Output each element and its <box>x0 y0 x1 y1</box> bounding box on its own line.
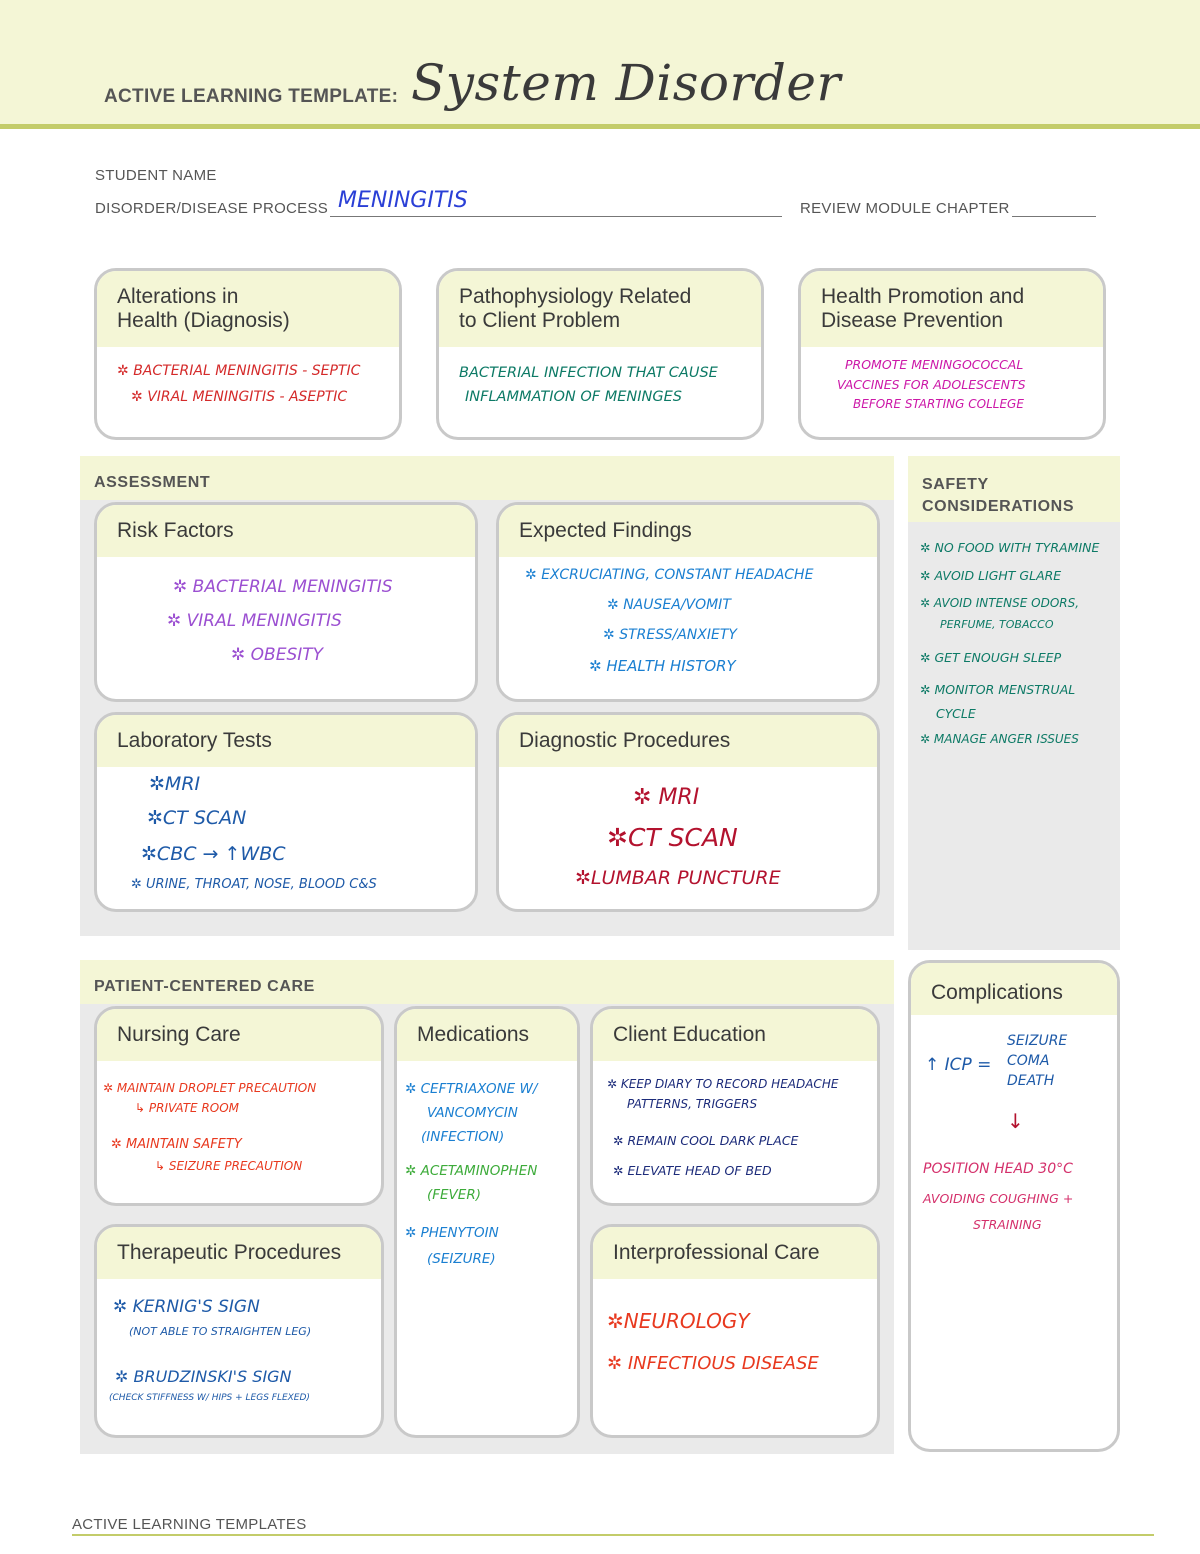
star-icon: ✲ <box>149 773 165 795</box>
list-item: ✲LUMBAR PUNCTURE <box>575 867 781 889</box>
footer-text: ACTIVE LEARNING TEMPLATES <box>72 1516 307 1533</box>
list-item: ✲CBC → ↑WBC <box>141 843 286 865</box>
star-icon: ✲ <box>131 877 142 892</box>
list-item: ✲ OBESITY <box>231 645 324 665</box>
complications-box <box>908 960 1120 1452</box>
complication-outcome: COMA <box>1007 1053 1050 1069</box>
list-item: ✲ CEFTRIAXONE W/ <box>405 1081 538 1097</box>
list-item: ✲ VIRAL MENINGITIS - ASEPTIC <box>131 389 348 405</box>
list-item: ✲ KEEP DIARY TO RECORD HEADACHE <box>607 1077 839 1091</box>
diagnostic-procedures-title: Diagnostic Procedures <box>499 715 877 767</box>
list-item: ✲ BRUDZINSKI'S SIGN <box>115 1367 292 1386</box>
pathophysiology-box <box>436 268 764 440</box>
list-item: ✲ ACETAMINOPHEN <box>405 1163 538 1179</box>
star-icon: ✲ <box>405 1163 417 1179</box>
list-item: ✲ HEALTH HISTORY <box>589 657 736 675</box>
list-item: (NOT ABLE TO STRAIGHTEN LEG) <box>129 1325 312 1338</box>
star-icon: ✲ <box>607 823 628 852</box>
star-icon: ✲ <box>633 785 652 810</box>
star-icon: ✲ <box>147 807 163 829</box>
list-item: ✲ AVOID LIGHT GLARE <box>920 568 1062 583</box>
complication-action: AVOIDING COUGHING + <box>923 1191 1074 1206</box>
health-promotion-box <box>798 268 1106 440</box>
therapeutic-procedures-title: Therapeutic Procedures <box>97 1227 381 1279</box>
medications-box <box>394 1006 580 1438</box>
list-item: ✲ KERNIG'S SIGN <box>113 1297 260 1317</box>
nursing-care-title: Nursing Care <box>97 1009 381 1061</box>
list-item: PERFUME, TOBACCO <box>940 618 1054 631</box>
list-item: ✲CT SCAN <box>147 807 247 829</box>
client-education-title: Client Education <box>593 1009 877 1061</box>
star-icon: ✲ <box>103 1081 114 1095</box>
star-icon: ✲ <box>920 732 931 746</box>
star-icon: ✲ <box>117 363 129 379</box>
alterations-header <box>97 271 399 347</box>
star-icon: ✲ <box>607 1077 618 1091</box>
health-promotion-title-2: Disease Prevention <box>821 309 1004 332</box>
review-chapter-label: REVIEW MODULE CHAPTER <box>800 200 1010 217</box>
list-item: ✲ AVOID INTENSE ODORS, <box>920 596 1080 610</box>
list-item: ✲ REMAIN COOL DARK PLACE <box>613 1133 799 1148</box>
star-icon: ✲ <box>920 596 931 610</box>
list-item: ✲ BACTERIAL MENINGITIS <box>173 577 393 597</box>
health-promotion-header <box>801 271 1103 347</box>
interprofessional-care-title: Interprofessional Care <box>593 1227 877 1279</box>
star-icon: ✲ <box>613 1133 624 1148</box>
list-item: (CHECK STIFFNESS W/ HIPS + LEGS FLEXED) <box>109 1393 310 1403</box>
list-item: ✲ INFECTIOUS DISEASE <box>607 1353 819 1374</box>
template-label: ACTIVE LEARNING TEMPLATE: <box>104 86 399 107</box>
list-item: ✲ PHENYTOIN <box>405 1225 499 1241</box>
list-item: BEFORE STARTING COLLEGE <box>853 397 1024 411</box>
list-item: ✲CT SCAN <box>607 823 738 852</box>
list-item: ✲MRI <box>149 773 201 795</box>
star-icon: ✲ <box>111 1137 122 1152</box>
review-chapter-field[interactable] <box>1012 196 1096 217</box>
star-icon: ✲ <box>405 1081 417 1097</box>
alterations-in-health-box <box>94 268 402 440</box>
client-education-box <box>590 1006 880 1206</box>
laboratory-tests-title: Laboratory Tests <box>97 715 475 767</box>
star-icon: ✲ <box>167 611 182 631</box>
alterations-title-2: Health (Diagnosis) <box>117 309 290 332</box>
list-item: (FEVER) <box>427 1187 481 1203</box>
list-item: VACCINES FOR ADOLESCENTS <box>837 377 1026 392</box>
therapeutic-procedures-box <box>94 1224 384 1438</box>
list-item: (INFECTION) <box>421 1129 505 1145</box>
list-item: ↳ SEIZURE PRECAUTION <box>155 1159 303 1173</box>
star-icon: ✲ <box>589 657 602 675</box>
list-item: ✲ ELEVATE HEAD OF BED <box>613 1163 772 1178</box>
star-icon: ✲ <box>113 1297 128 1317</box>
safety-considerations-panel <box>908 456 1120 950</box>
student-name-label: STUDENT NAME <box>95 167 217 184</box>
list-item: ✲ MAINTAIN SAFETY <box>111 1137 242 1152</box>
star-icon: ✲ <box>131 389 143 405</box>
star-icon: ✲ <box>115 1367 129 1386</box>
list-item: ✲ EXCRUCIATING, CONSTANT HEADACHE <box>525 567 814 583</box>
down-arrow-icon: ↓ <box>1007 1109 1024 1133</box>
icp-label: ↑ ICP = <box>925 1055 992 1075</box>
list-item: ✲ BACTERIAL MENINGITIS - SEPTIC <box>117 363 361 379</box>
health-promotion-title-1: Health Promotion and <box>821 285 1025 308</box>
nursing-care-box <box>94 1006 384 1206</box>
pathophysiology-title-2: to Client Problem <box>459 309 621 332</box>
list-item: PATTERNS, TRIGGERS <box>627 1097 758 1111</box>
complication-action: POSITION HEAD 30°C <box>923 1161 1073 1177</box>
disorder-value: MENINGITIS <box>338 188 468 213</box>
list-item: ✲ NAUSEA/VOMIT <box>607 597 731 613</box>
star-icon: ✲ <box>607 1309 624 1333</box>
list-item: ✲ MANAGE ANGER ISSUES <box>920 732 1079 746</box>
list-item: INFLAMMATION OF MENINGES <box>465 389 682 405</box>
list-item: BACTERIAL INFECTION THAT CAUSE <box>459 365 718 381</box>
safety-heading-line2: CONSIDERATIONS <box>922 498 1075 515</box>
star-icon: ✲ <box>575 867 591 889</box>
list-item: ✲ MAINTAIN DROPLET PRECAUTION <box>103 1081 317 1095</box>
star-icon: ✲ <box>525 567 537 583</box>
star-icon: ✲ <box>405 1225 417 1241</box>
assessment-heading: ASSESSMENT <box>80 456 894 500</box>
pathophysiology-title-1: Pathophysiology Related <box>459 285 692 308</box>
list-item: ✲ MRI <box>633 785 700 810</box>
risk-factors-title: Risk Factors <box>97 505 475 557</box>
list-item: ✲ STRESS/ANXIETY <box>603 627 737 643</box>
list-item: ✲ VIRAL MENINGITIS <box>167 611 342 631</box>
disorder-label: DISORDER/DISEASE PROCESS <box>95 200 329 217</box>
laboratory-tests-box <box>94 712 478 912</box>
list-item: ✲ NO FOOD WITH TYRAMINE <box>920 540 1100 555</box>
list-item: ✲ MONITOR MENSTRUAL <box>920 682 1076 697</box>
star-icon: ✲ <box>173 577 188 597</box>
list-item: ✲ GET ENOUGH SLEEP <box>920 650 1062 665</box>
star-icon: ✲ <box>603 627 615 643</box>
template-title: System Disorder <box>411 54 841 112</box>
list-item: ✲NEUROLOGY <box>607 1309 750 1333</box>
star-icon: ✲ <box>231 645 246 665</box>
complication-action: STRAINING <box>973 1217 1042 1232</box>
alterations-title-1: Alterations in <box>117 285 239 308</box>
complications-title: Complications <box>911 963 1117 1015</box>
medications-title: Medications <box>397 1009 577 1061</box>
list-item: ✲ URINE, THROAT, NOSE, BLOOD C&S <box>131 877 377 892</box>
star-icon: ✲ <box>613 1163 624 1178</box>
footer-divider <box>72 1534 1154 1536</box>
patient-centered-care-heading: PATIENT-CENTERED CARE <box>80 960 894 1004</box>
header-divider <box>0 124 1200 129</box>
star-icon: ✲ <box>920 650 931 665</box>
star-icon: ✲ <box>920 568 931 583</box>
safety-heading-line1: SAFETY <box>922 476 989 493</box>
diagnostic-procedures-box <box>496 712 880 912</box>
list-item: VANCOMYCIN <box>427 1105 518 1121</box>
star-icon: ✲ <box>607 1353 623 1374</box>
expected-findings-box <box>496 502 880 702</box>
interprofessional-care-box <box>590 1224 880 1438</box>
safety-heading <box>908 456 1120 522</box>
list-item: CYCLE <box>936 706 976 721</box>
pathophysiology-header <box>439 271 761 347</box>
complication-outcome: SEIZURE <box>1007 1033 1068 1049</box>
expected-findings-title: Expected Findings <box>499 505 877 557</box>
star-icon: ✲ <box>141 843 157 865</box>
list-item: (SEIZURE) <box>427 1251 496 1267</box>
complication-outcome: DEATH <box>1007 1073 1055 1089</box>
disorder-field[interactable] <box>330 188 782 217</box>
risk-factors-box <box>94 502 478 702</box>
star-icon: ✲ <box>920 540 931 555</box>
star-icon: ✲ <box>920 682 931 697</box>
star-icon: ✲ <box>607 597 619 613</box>
list-item: PROMOTE MENINGOCOCCAL <box>845 357 1024 372</box>
list-item: ↳ PRIVATE ROOM <box>135 1101 240 1115</box>
